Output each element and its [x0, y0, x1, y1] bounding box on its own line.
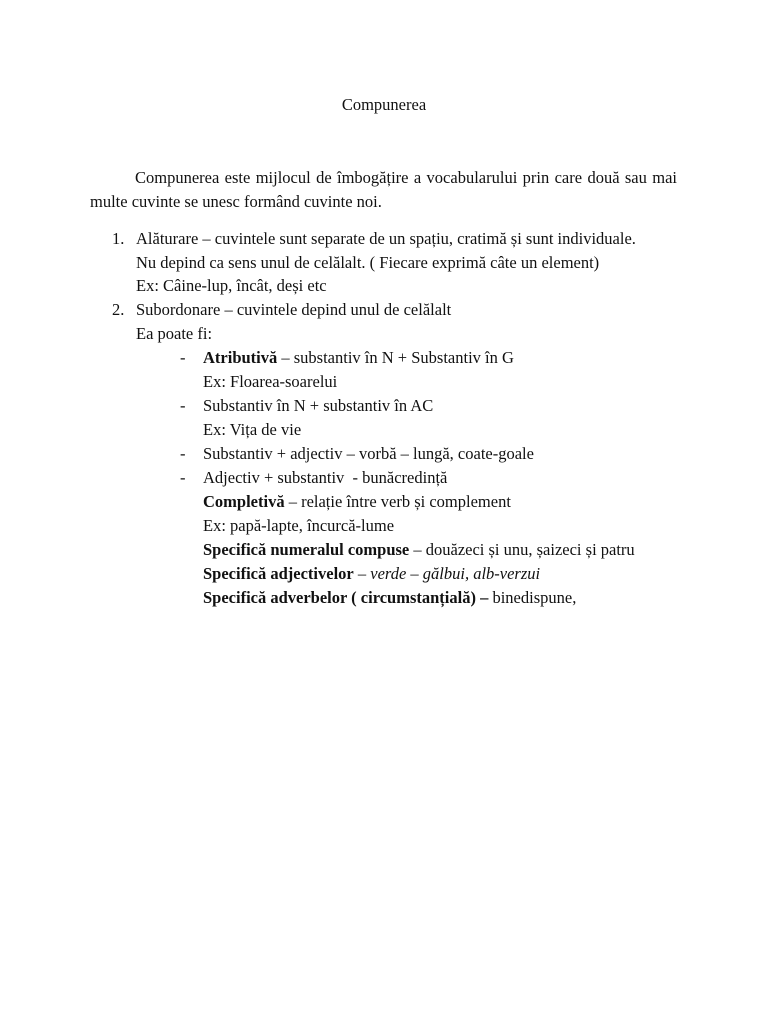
sub-item-atributiva	[203, 346, 514, 370]
sub-dash-1: -	[180, 348, 186, 367]
list-number-1: 1.	[112, 229, 125, 248]
adjective-label: Specifică adjectivelor	[203, 564, 354, 583]
numeral-line	[203, 538, 635, 562]
adverbe-label: Specifică adverbelor ( circumstanțială) –	[203, 588, 489, 607]
sub-dash-2: -	[180, 396, 186, 415]
list-item-2-line-1: Subordonare – cuvintele depind unul de celălalt	[136, 300, 452, 319]
list-item-1-example: Ex: Câine-lup, încât, deși etc	[136, 276, 327, 295]
list-item-2-line-2: Ea poate fi:	[136, 324, 213, 343]
atributiva-example: Ex: Floarea-soarelui	[203, 372, 338, 391]
sub-dash-3: -	[180, 444, 186, 463]
sub-item-substantiv-ac: Substantiv în N + substantiv în AC	[203, 396, 434, 415]
list-item-1-line-1: Alăturare – cuvintele sunt separate de un spațiu, cratimă și sunt individuale.	[136, 229, 636, 248]
list-item-1-line-2: Nu depind ca sens unul de celălalt. ( Fiecare exprimă câte un element)	[136, 253, 600, 272]
substantiv-ac-example: Ex: Vița de vie	[203, 420, 302, 439]
completiva-text: – relație între verb și complement	[284, 492, 511, 511]
sub-item-adjectiv-substantiv: Adjectiv + substantiv - bunăcredință	[203, 468, 448, 487]
sub-item-substantiv-adjectiv: Substantiv + adjectiv – vorbă – lungă, coate-goale	[203, 444, 534, 463]
completiva-example: Ex: papă-lapte, încurcă-lume	[203, 516, 395, 535]
adjective-text: – verde – gălbui, alb-verzui	[353, 564, 541, 583]
completiva-label: Completivă	[203, 492, 285, 511]
intro-paragraph	[90, 166, 677, 214]
atributiva-label: Atributivă	[203, 348, 278, 367]
intro-text: Compunerea este mijlocul de îmbogățire a vocabularului prin care două sau mai multe cuvinte se unesc formând cuvinte noi.	[90, 168, 677, 211]
adjective-line	[203, 562, 540, 586]
list-number-2: 2.	[112, 300, 125, 319]
adverbe-line	[203, 586, 576, 610]
page-title: Compunerea	[341, 95, 427, 114]
sub-dash-4: -	[180, 468, 186, 487]
completiva-line	[203, 490, 511, 514]
numeral-text: – douăzeci și unu, șaizeci și patru	[409, 540, 635, 559]
numeral-label: Specifică numeralul compuse	[203, 540, 410, 559]
atributiva-text: – substantiv în N + Substantiv în G	[277, 348, 514, 367]
adverbe-text: binedispune,	[488, 588, 577, 607]
